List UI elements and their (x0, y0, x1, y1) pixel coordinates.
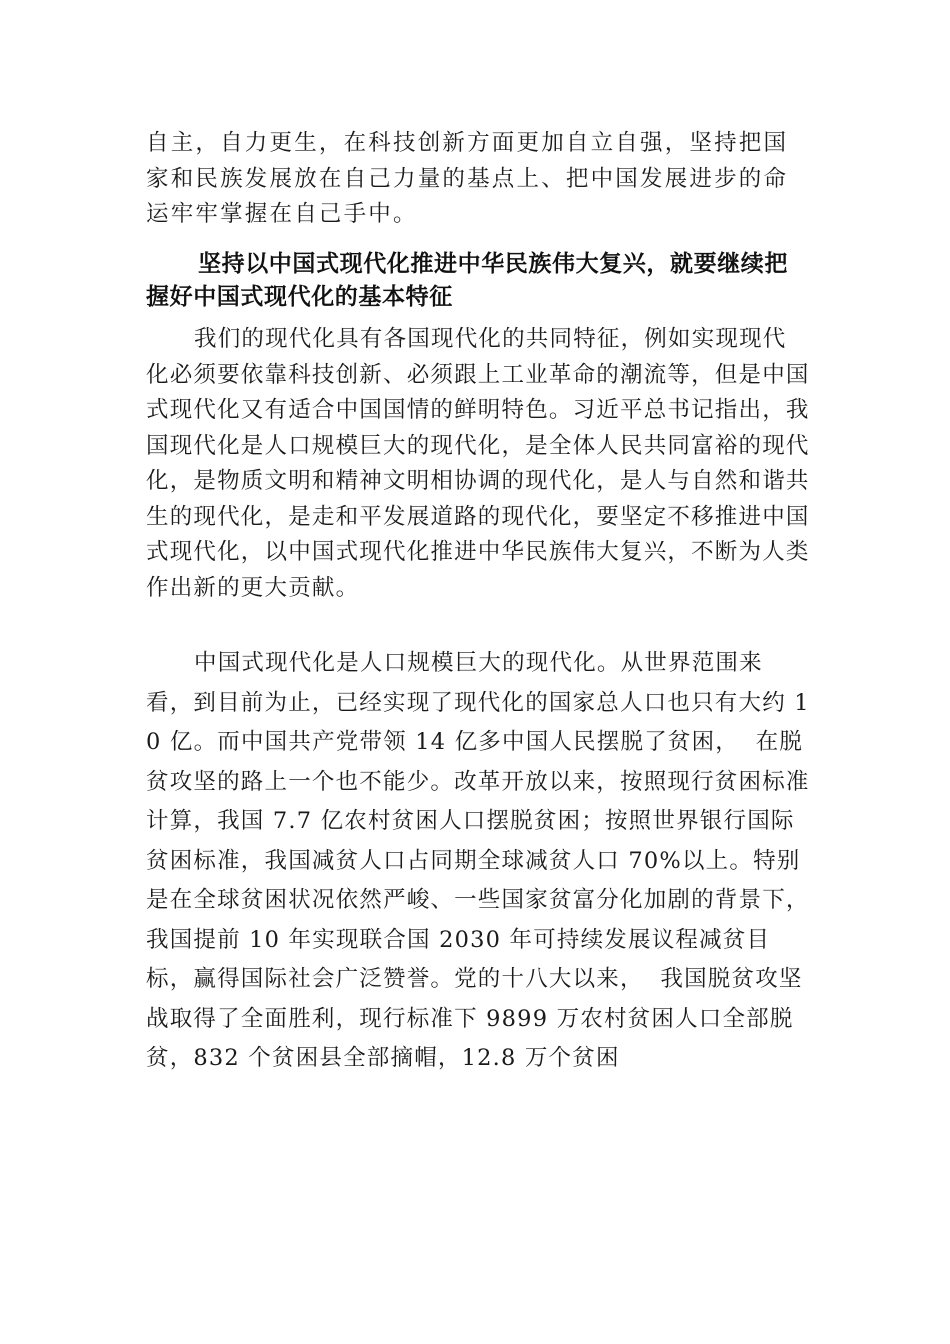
paragraph-continuation: 自主，自力更生，在科技创新方面更加自立自强，坚持把国家和民族发展放在自己力量的基点上、把中国发展进步的命运牢牢掌握在自己手中。 (146, 130, 789, 227)
paragraph-population-scale: 中国式现代化是人口规模巨大的现代化。从世界范围来看，到目前为止，已经实现了现代化的国家总人口也只有大约 10 亿。而中国共产党带领 14 亿多中国人民摆脱了贫困， 在脱贫攻坚的路上一个也不能少。改革开放以来，按照现行贫困标准计算，我国 7.7 亿农村贫困人口摆脱贫困；按照世界银行国际贫困标准，我国减贫人口占同期全球减贫人口 70%以上。特别是在全球贫困状况依然严峻、一些国家贫富分化加剧的背景下，我国提前 10 年实现联合国 2030 年可持续发展议程减贫目标，赢得国际社会广泛赞誉。党的十八大以来， 我国脱贫攻坚战取得了全面胜利，现行标准下 9899 万农村贫困人口全部脱贫，832 个贫困县全部摘帽，12.8 万个贫困 (146, 650, 810, 1071)
section-heading: 坚持以中国式现代化推进中华民族伟大复兴，就要继续把握好中国式现代化的基本特征 (146, 251, 788, 310)
paragraph-modernization-features: 我们的现代化具有各国现代化的共同特征，例如实现现代化必须要依靠科技创新、必须跟上工业革命的潮流等，但是中国式现代化又有适合中国国情的鲜明特色。习近平总书记指出，我国现代化是人口规模巨大的现代化，是全体人民共同富裕的现代化，是物质文明和精神文明相协调的现代化，是人与自然和谐共生的现代化，是走和平发展道路的现代化，要坚定不移推进中国式现代化，以中国式现代化推进中华民族伟大复兴，不断为人类作出新的更大贡献。 (146, 326, 810, 601)
